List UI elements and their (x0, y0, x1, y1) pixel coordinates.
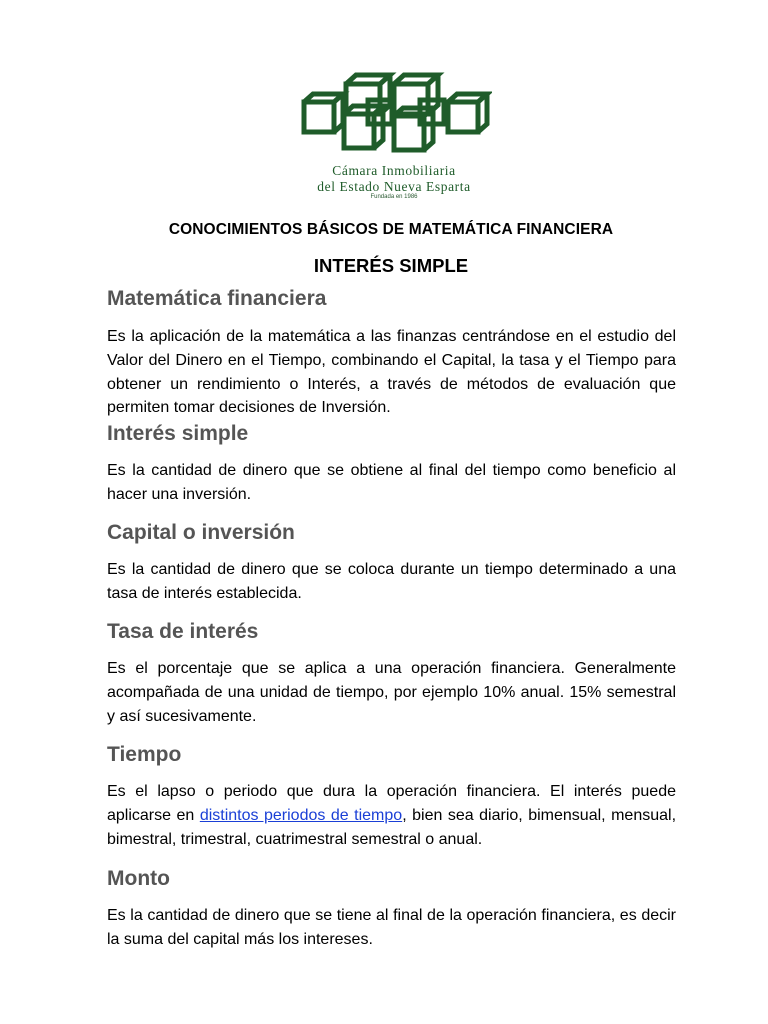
document-subtitle: INTERÉS SIMPLE (313, 255, 469, 276)
organization-founded-note: Fundada en 1986 (370, 194, 418, 200)
document-title: CONOCIMIENTOS BÁSICOS DE MATEMÁTICA FINANCIERA (168, 221, 614, 238)
section-heading-monto: Monto (107, 867, 170, 890)
section-text-tasa: Es el porcentaje que se aplica a una operación financiera. Generalmente acompañada de una unidad de tiempo, por ejemplo 10% anual. 15% semestral y así sucesivamente. (107, 660, 676, 725)
cubes-logo-icon (296, 70, 492, 160)
section-text-tiempo-part1: Es el lapso o periodo que dura la operación financiera. El interés puede aplicarse en (107, 783, 676, 824)
section-heading-matematica-financiera: Matemática financiera (107, 287, 327, 310)
section-text-matematica-financiera: Es la aplicación de la matemática a las finanzas centrándose en el estudio del Valor del Dinero en el Tiempo, combinando el Capital, la tasa y el Tiempo para obtener un rendimiento o Interés, a través de métodos de evaluación que permiten tomar decisiones de Inversión. (107, 328, 676, 417)
section-text-tiempo-part2: , bien sea diario, bimensual, mensual, bimestral, trimestral, cuatrimestral semestral o anual. (107, 806, 677, 848)
organization-name-line2: del Estado Nueva Esparta (317, 179, 471, 194)
section-text-tiempo (107, 780, 676, 851)
periodos-de-tiempo-link[interactable]: distintos periodos de tiempo (199, 806, 403, 824)
section-text-interes-simple: Es la cantidad de dinero que se obtiene al final del tiempo como beneficio al hacer una inversión. (107, 462, 676, 503)
section-heading-tasa: Tasa de interés (107, 620, 259, 643)
section-heading-interes-simple: Interés simple (107, 422, 249, 445)
section-heading-capital: Capital o inversión (107, 521, 295, 544)
organization-name-line1: Cámara Inmobiliaria (332, 163, 456, 178)
section-text-capital: Es la cantidad de dinero que se coloca durante un tiempo determinado a una tasa de interés establecida. (107, 561, 676, 602)
section-heading-tiempo: Tiempo (107, 743, 182, 766)
section-text-monto: Es la cantidad de dinero que se tiene al final de la operación financiera, es decir la suma del capital más los intereses. (107, 907, 676, 948)
